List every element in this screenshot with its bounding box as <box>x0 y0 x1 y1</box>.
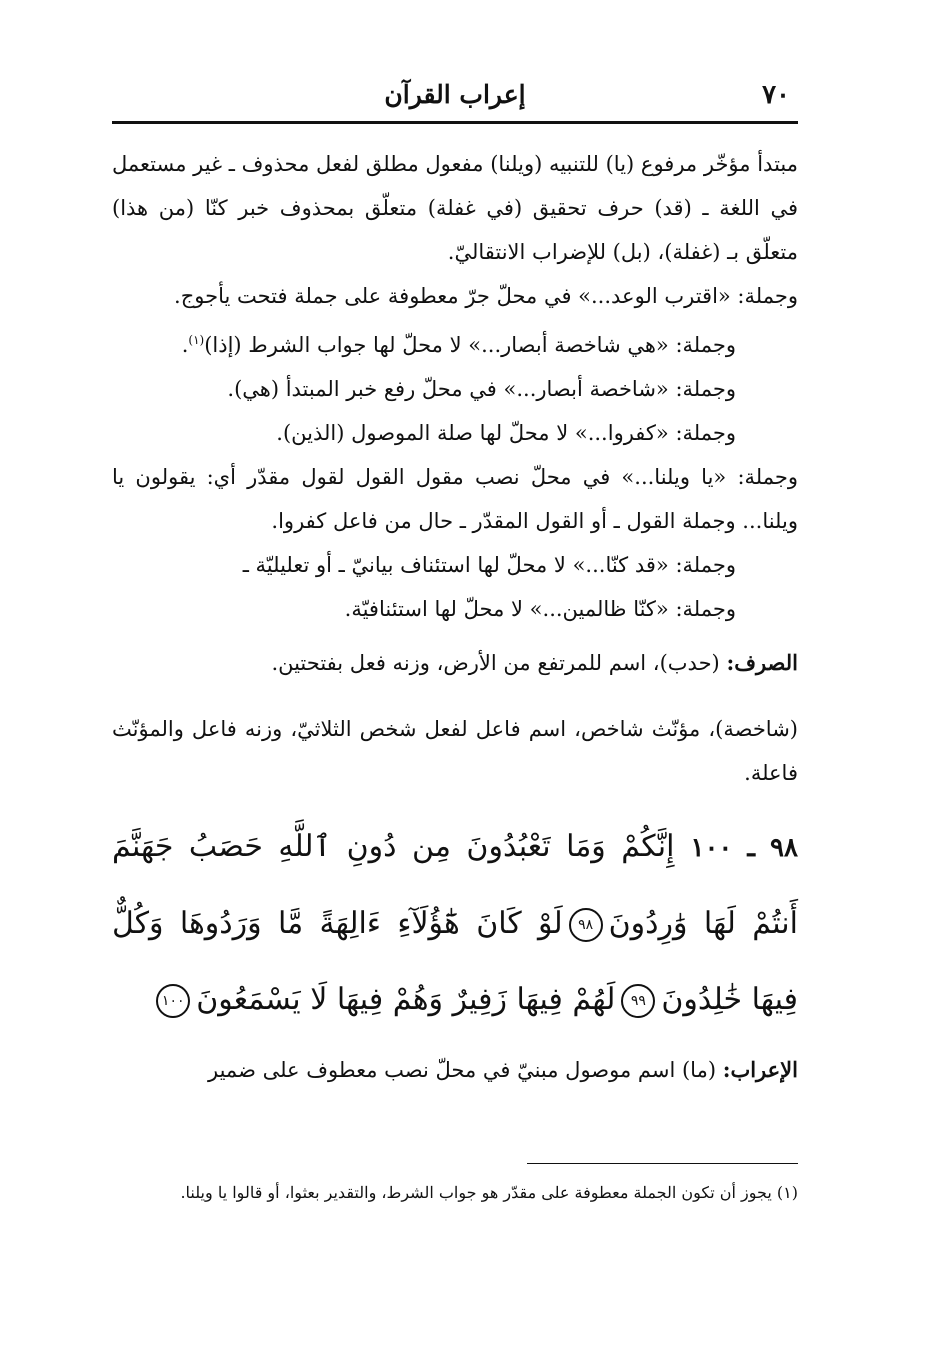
sarf-paragraph <box>112 641 798 685</box>
punctuation: . <box>181 333 189 357</box>
paragraph: وجملة: «اقترب الوعد...» في محلّ جرّ معطوفة على جملة فتحت يأجوج. <box>174 284 798 308</box>
ayah-marker: ٩٩ <box>621 984 655 1018</box>
paragraph: وجملة: «قد كنّا...» لا محلّ لها استئناف بيانيّ ـ أو تعليليّة ـ <box>242 553 736 577</box>
irab-label: الإعراب: <box>722 1057 798 1082</box>
paragraph <box>112 318 798 367</box>
verse-text: لَهُمْ فِيهَا زَفِيرٌ وَهُمْ فِيهَا لَا يَسْمَعُونَ <box>196 982 616 1017</box>
footnote: (١) يجوز أن تكون الجملة معطوفة على مقدّر هو جواب الشرط، والتقدير بعثوا، أو قالوا يا ويلنا. <box>180 1183 798 1202</box>
ayah-marker: ١٠٠ <box>156 984 190 1018</box>
irab-paragraph <box>112 1048 798 1092</box>
paragraph: مبتدأ مؤخّر مرفوع (يا) للتنبيه (ويلنا) مفعول مطلق لفعل محذوف ـ غير مستعمل في اللغة ـ (قد) حرف تحقيق (في غفلة) متعلّق بمحذوف خبر كنّا (من هذا) متعلّق بـ (غفلة)، (بل) للإضراب الانتقاليّ. <box>112 152 798 264</box>
paragraph: وجملة: «شاخصة أبصار...» في محلّ رفع خبر المبتدأ (هي). <box>227 377 736 401</box>
quran-verse-block <box>112 809 798 1038</box>
running-title: إعراب القرآن <box>384 80 526 109</box>
ayah-marker: ٩٨ <box>569 908 603 942</box>
verse-number: ٩٨ ـ ١٠٠ <box>690 833 798 863</box>
paragraph: وجملة: «يا ويلنا...» في محلّ نصب مقول القول لقول مقدّر أي: يقولون يا ويلنا... وجملة القول ـ أو القول المقدّر ـ حال من فاعل كفروا. <box>112 465 798 533</box>
irab-text: (ما) اسم موصول مبنيّ في محلّ نصب معطوف على ضمير <box>208 1058 717 1082</box>
header-rule <box>112 121 798 124</box>
verse-text: إِنَّكُمْ وَمَا تَعْبُدُونَ مِن دُونِ ٱللَّهِ حَصَبُ جَهَنَّمَ أَنتُمْ لَهَا وَٰرِدُونَ <box>112 829 798 941</box>
paragraph: وجملة: «كنّا ظالمين...» لا محلّ لها استئنافيّة. <box>344 597 736 621</box>
page-header <box>112 78 798 118</box>
paragraph: (شاخصة)، مؤنّث شاخص، اسم فاعل لفعل شخص الثلاثيّ، وزنه فاعل والمؤنّث فاعلة. <box>112 717 798 785</box>
footnote-rule <box>527 1163 798 1164</box>
page-number: ٧٠ <box>762 80 790 110</box>
paragraph-text: وجملة: «هي شاخصة أبصار...» لا محلّ لها جواب الشرط (إذا) <box>204 333 736 357</box>
footnote-reference: (١) <box>188 333 205 347</box>
verse-text: لَوْ كَانَ هَٰٓؤُلَآءِ ءَالِهَةً مَّا وَرَدُوهَا وَكُلٌّ فِيهَا خَٰلِدُونَ <box>112 906 798 1017</box>
paragraph: وجملة: «كفروا...» لا محلّ لها صلة الموصول (الذين). <box>276 421 736 445</box>
main-text <box>112 142 798 1092</box>
sarf-label: الصرف: <box>726 650 798 675</box>
sarf-text: (حدب)، اسم للمرتفع من الأرض، وزنه فعل بفتحتين. <box>271 651 720 675</box>
